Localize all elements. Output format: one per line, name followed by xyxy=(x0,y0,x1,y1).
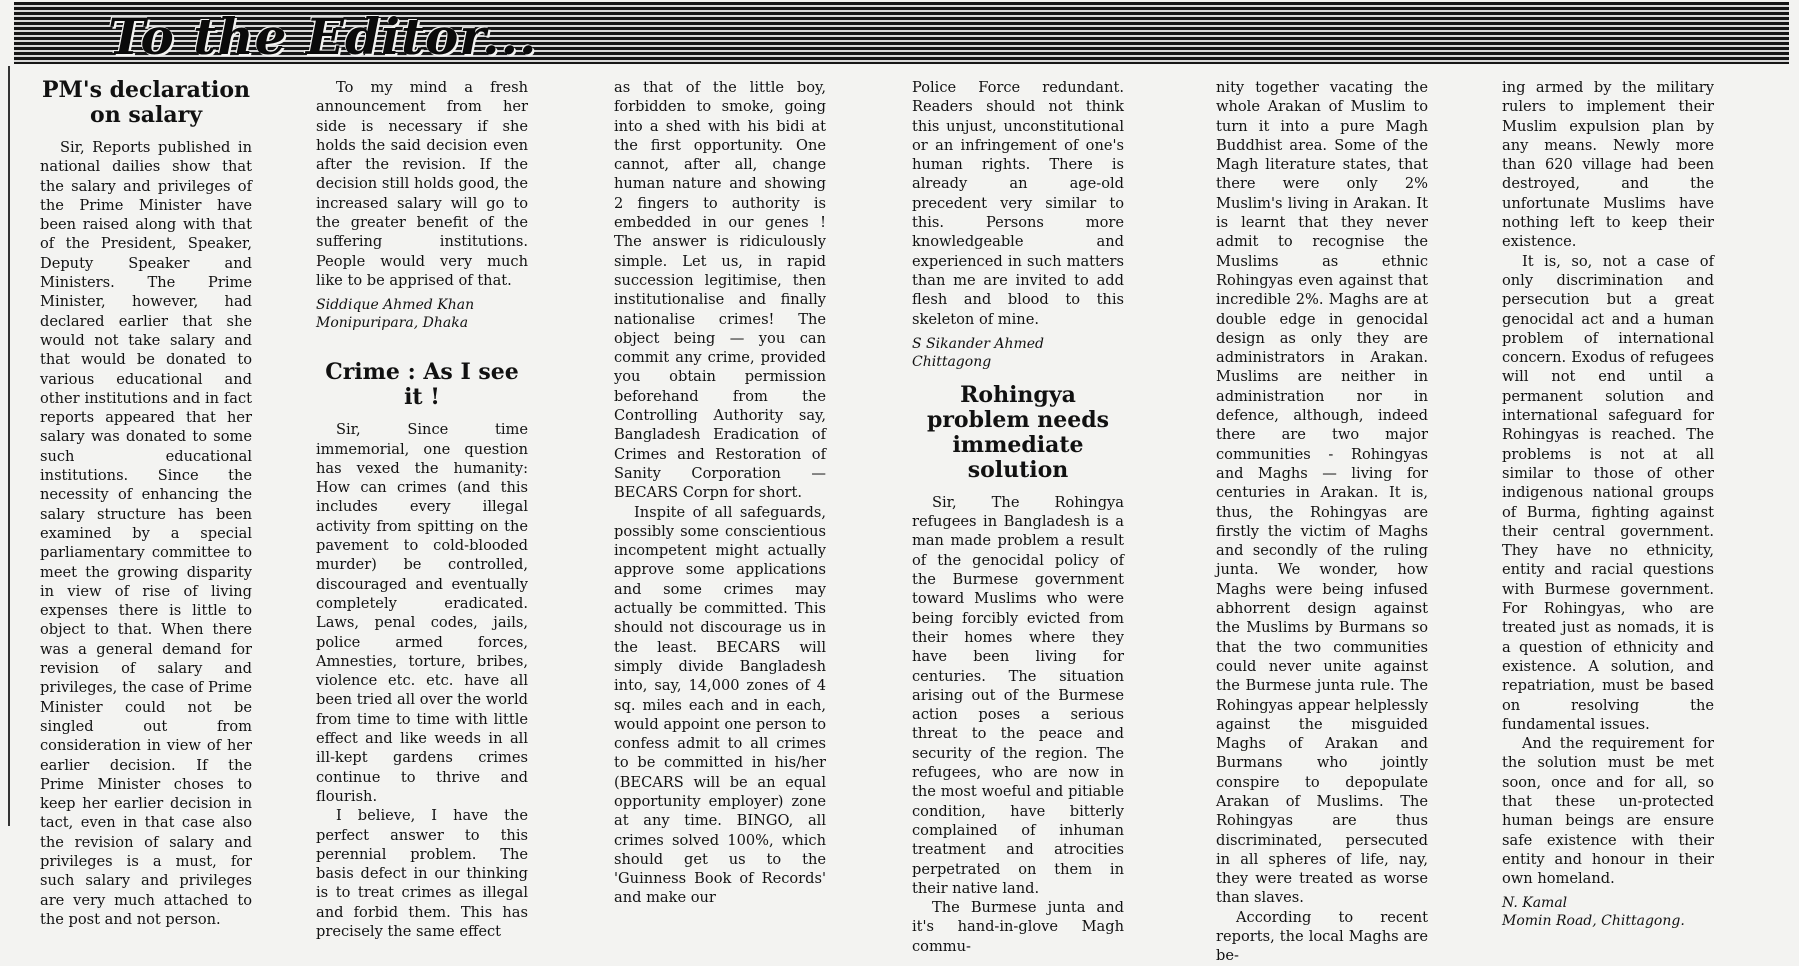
page-title: To the Editor... xyxy=(108,7,538,66)
signature-name: Siddique Ahmed Khan xyxy=(316,297,475,314)
letter-paragraph: I believe, I have the perfect answer to this perennial problem. The basis defect in our thinking is to treat crimes as illegal and forbid them. This has precisely the same effect xyxy=(316,807,528,940)
letter-paragraph: To my mind a fresh announcement from her side is necessary if she holds the said decision even after the revision. If the decision still holds good, the increased salary will go to the greater benefit of the suffering institutions. People would very much like to be apprised of that. xyxy=(316,79,528,289)
column-rule xyxy=(8,66,10,826)
letter-signature xyxy=(316,296,528,332)
column-3 xyxy=(614,78,826,908)
letter-paragraph: ing armed by the military rulers to implement their Muslim expulsion plan by any means. Newly more than 620 village had been destroyed, and the unfortunate Muslims have nothing left to keep their existence. xyxy=(1502,79,1714,251)
signature-name: S Sikander Ahmed xyxy=(912,335,1044,352)
letter-paragraph: And the requirement for the solution must be met soon, once and for all, so that these un-protected human beings are ensure safe existence with their entity and honour in their own homeland. xyxy=(1502,735,1714,888)
letter-paragraph: Sir, Since time immemorial, one question has vexed the humanity: How can crimes (and this includes every illegal activity from spitting on the pavement to cold-blooded murder) be controlled, discouraged and eventually completely eradicated. Laws, penal codes, jails, police armed forces, Amnesties, torture, bribes, violence etc. etc. have all been tried all over the world from time to time with little effect and like weeds in all ill-kept gardens crimes continue to thrive and flourish. xyxy=(316,421,528,805)
letter-paragraph: Police Force redundant. Readers should not think this unjust, unconstitutional or an infringement of one's human rights. There is already an age-old precedent very similar to this. Persons more knowledgeable and experienced in such matters than me are invited to add flesh and blood to this skeleton of mine. xyxy=(912,79,1124,328)
letter-headline: Rohingya problem needs immediate solution xyxy=(926,381,1110,483)
letter-paragraph: Sir, Reports published in national dailies show that the salary and privileges of the Prime Minister have been raised along with that of the President, Speaker, Deputy Speaker and Ministers. The Prime Minister, however, had declared earlier that she would not take salary and that would be donated to various educational and other institutions and in fact reports appeared that her salary was donated to some such educational institutions. Since the necessity of enhancing the salary structure has been examined by a special parliamentary committee to meet the growing disparity in view of rise of living expenses there is little to object to that. When there was a general demand for revision of salary and privileges, the case of Prime Minister could not be singled out from consideration in view of her earlier decision. If the Prime Minister choses to keep her earlier decision in tact, even in that case also the revision of salary and privileges is a must, for such salary and privileges are very much attached to the post and not person. xyxy=(40,139,252,928)
signature-place: Monipuripara, Dhaka xyxy=(316,315,469,332)
letter-signature xyxy=(912,335,1124,371)
column-4 xyxy=(912,78,1124,956)
column-6 xyxy=(1502,78,1714,930)
letter-paragraph: The Burmese junta and it's hand-in-glove Magh commu- xyxy=(912,899,1124,955)
letter-paragraph: According to recent reports, the local Maghs are be- xyxy=(1216,908,1428,965)
letter-paragraph: as that of the little boy, forbidden to smoke, going into a shed with his bidi at the first opportunity. One cannot, after all, change human nature and showing 2 fingers to authority is embedded in our genes ! The answer is ridiculously simple. Let us, in rapid succession legitimise, then institutionalise and finally nationalise crimes! The object being — you can commit any crime, provided you obtain permission beforehand from the Controlling Authority say, Bangladesh Eradication of Crimes and Restoration of Sanity Corporation — BECARS Corpn for short. xyxy=(614,79,826,502)
letter-headline: PM's declaration on salary xyxy=(41,77,251,128)
section-banner xyxy=(14,2,1789,64)
letter-paragraph: Sir, The Rohingya refugees in Bangladesh is a man made problem a result of the genocidal policy of the Burmese government toward Muslims who were being forcibly evicted from their homes where they have been living for centuries. The situation arising out of the Burmese action poses a serious threat to the peace and security of the region. The refugees, who are now in the most woeful and pitiable condition, have bitterly complained of inhuman treatment and atrocities perpetrated on them in their native land. xyxy=(912,493,1124,897)
letter-paragraph: Inspite of all safeguards, possibly some conscientious incompetent might actually approve some applications and some crimes may actually be committed. This should not discourage us in the least. BECARS will simply divide Bangladesh into, say, 14,000 zones of 4 sq. miles each and in each, would appoint one person to confess admit to all crimes to be committed in his/her (BECARS will be an equal opportunity employer) zone at any time. BINGO, all crimes solved 100%, which should get us to the 'Guinness Book of Records' and make our xyxy=(614,503,826,907)
letter-headline: Crime : As I see it ! xyxy=(325,359,519,411)
column-1 xyxy=(40,78,252,929)
letter-signature xyxy=(1502,894,1714,930)
letter-paragraph: nity together vacating the whole Arakan of Muslim to turn it into a pure Magh Buddhist area. Some of the Magh literature states, that there were only 2% Muslim's living in Arakan. It is learnt that they never admit to recognise the Muslims as ethnic Rohingyas even against that incredible 2%. Maghs are at double edge in genocidal design as only they are administrators in Arakan. Muslims are neither in administration nor in defence, although, indeed there are two major communities - Rohingyas and Maghs — living for centuries in Arakan. It is, thus, the Rohingyas are firstly the victim of Maghs and secondly of the ruling junta. We wonder, how Maghs were being infused abhorrent design against the Muslims by Burmans so that the two communities could never unite against the Burmese junta rule. The Rohingyas appear helplessly against the misguided Maghs of Arakan and Burmans who jointly conspire to depopulate Arakan of Muslims. The Rohingyas are thus discriminated, persecuted in all spheres of life, nay, they were treated as worse than slaves. xyxy=(1216,79,1428,907)
column-5 xyxy=(1216,78,1428,966)
signature-place: Momin Road, Chittagong. xyxy=(1502,913,1685,930)
signature-name: N. Kamal xyxy=(1502,895,1568,912)
signature-place: Chittagong xyxy=(912,353,992,370)
letter-paragraph: It is, so, not a case of only discrimination and persecution but a great genocidal act and a human problem of international concern. Exodus of refugees will not end until a permanent solution and international safeguard for Rohingyas is reached. The problems is not at all similar to those of other indigenous national groups of Burma, fighting against their central government. They have no ethnicity, entity and racial questions with Burmese government. For Rohingyas, who are treated just as nomads, it is a question of ethnicity and existence. A solution, and repatriation, must be based on resolving the fundamental issues. xyxy=(1502,252,1714,733)
column-2 xyxy=(316,78,528,941)
